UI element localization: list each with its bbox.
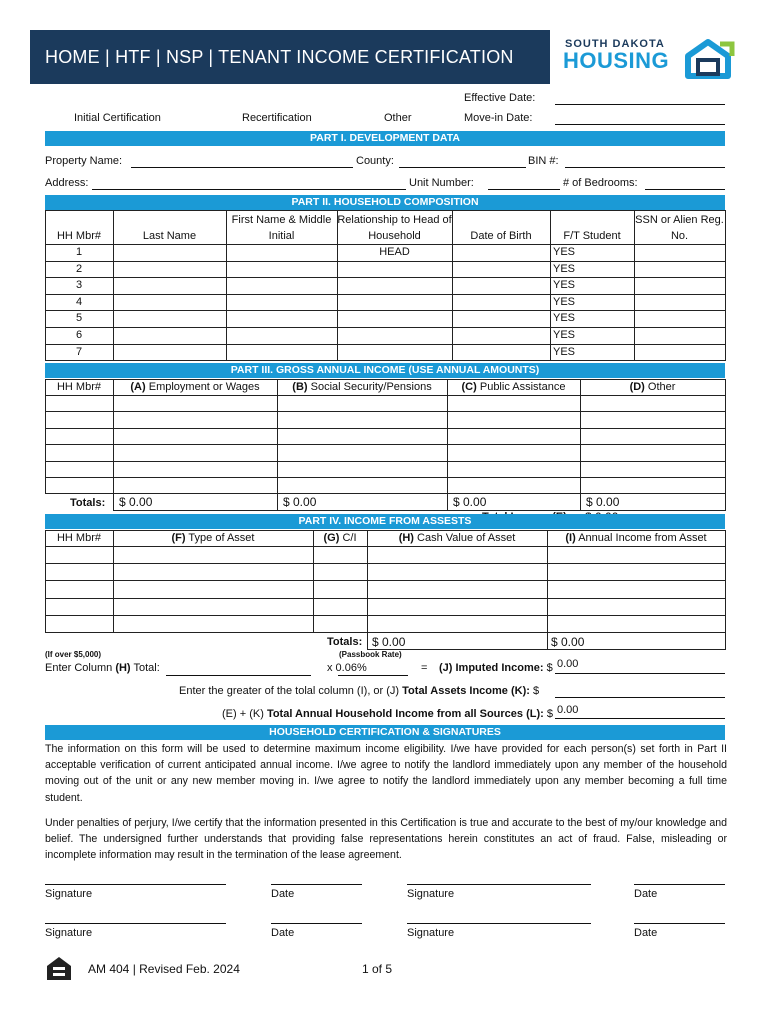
ft-student-yes[interactable]: YES	[553, 262, 576, 275]
income-cell[interactable]	[580, 395, 726, 412]
county-field[interactable]	[399, 167, 526, 168]
hh-mbr-number: 5	[75, 312, 83, 325]
header-label-ssn: SSN or Alien Reg. No.	[635, 214, 724, 242]
ek-dollar: $	[546, 708, 553, 720]
signatures-title: HOUSEHOLD CERTIFICATION & SIGNATURES	[45, 725, 725, 740]
header-label-ft-student: F/T Student	[563, 230, 621, 242]
income-cell[interactable]	[113, 477, 278, 494]
header-label-date-of-birth: Date of Birth	[470, 230, 532, 242]
asset-cell[interactable]	[547, 563, 726, 581]
equal-housing-icon	[45, 954, 73, 982]
asset-cell[interactable]	[367, 615, 548, 633]
income-cell	[45, 477, 114, 494]
income-cell[interactable]	[113, 428, 278, 445]
income-col-letter: (A)	[130, 381, 146, 393]
asset-cell[interactable]	[113, 563, 314, 581]
effective-date-field[interactable]	[555, 104, 725, 105]
address-field[interactable]	[92, 189, 406, 190]
house-logo-icon	[680, 36, 736, 82]
household-cell[interactable]	[634, 277, 726, 295]
asset-cell[interactable]	[547, 580, 726, 598]
household-cell[interactable]	[452, 277, 551, 295]
household-cell[interactable]	[634, 261, 726, 279]
asset-cell[interactable]	[313, 615, 368, 633]
income-cell[interactable]	[113, 461, 278, 478]
household-cell[interactable]	[226, 244, 338, 262]
household-cell[interactable]	[226, 294, 338, 312]
ft-student-yes[interactable]: YES	[553, 295, 576, 308]
column-h-total-field[interactable]	[166, 675, 311, 676]
income-cell[interactable]	[447, 395, 581, 412]
household-cell[interactable]	[226, 310, 338, 328]
enter-column-label	[45, 662, 160, 674]
signature-line-1[interactable]	[45, 884, 226, 885]
household-cell[interactable]	[113, 294, 227, 312]
household-cell[interactable]	[113, 244, 227, 262]
certification-paragraph-1: The information on this form will be used to determine maximum income eligibility. I/we have provided for each person(s) set forth in Part II acceptable verification of current anticipated annual income. I/we agree to notify the landlord immediately upon any member of the household moving out of the unit or any new member moving in. I/we agree to notify the landlord immediately upon any member becoming a full time student.	[45, 743, 727, 804]
household-cell[interactable]	[634, 327, 726, 345]
asset-header-f	[113, 532, 313, 544]
total-household-income-line	[555, 718, 725, 719]
header-label-hh-mbr: HH Mbr#	[56, 230, 101, 242]
imputed-income-line	[555, 673, 725, 674]
relationship-head: HEAD	[379, 246, 410, 258]
imputed-dollar: $	[546, 662, 553, 674]
signature-line-4[interactable]	[407, 923, 591, 924]
form-number: AM 404 | Revised Feb. 2024	[88, 962, 240, 976]
asset-col-letter: (H)	[398, 532, 414, 544]
greater-text: Enter the greater of the tolal column (I), or (J)	[179, 685, 400, 697]
asset-header-h	[367, 532, 547, 544]
certification-paragraph-2: Under penalties of perjury, I/we certify that the information presented in this Certification is true and accurate to the best of my/our knowledge and belief. The undersigned further understands that providing false representations herein constitutes an act of fraud. False, misleading or incomplete information may result in the termination of the lease agreement.	[45, 817, 727, 862]
passbook-rate-line	[338, 675, 408, 676]
ft-student-yes[interactable]: YES	[553, 329, 576, 341]
household-cell[interactable]	[337, 261, 453, 279]
form-header-title: HOME | HTF | NSP | TENANT INCOME CERTIFICATION	[30, 30, 550, 84]
household-cell[interactable]	[634, 244, 726, 262]
part2-title: PART II. HOUSEHOLD COMPOSITION	[45, 195, 725, 210]
total-assets-dollar: $	[532, 685, 540, 697]
income-cell	[45, 395, 114, 412]
date-line-4[interactable]	[634, 923, 725, 924]
income-total-value[interactable]: $ 0.00	[453, 495, 487, 510]
initial-cert-label: Initial Certification	[74, 112, 161, 124]
date-line-1[interactable]	[271, 884, 362, 885]
income-header-a	[113, 381, 277, 393]
household-cell[interactable]	[113, 277, 227, 295]
date-line-3[interactable]	[271, 923, 362, 924]
income-cell[interactable]	[277, 444, 448, 461]
hh-mbr-number: 4	[75, 295, 83, 308]
asset-cell[interactable]	[113, 598, 314, 616]
income-col-label: Employment or Wages	[148, 381, 260, 393]
signature-line-3[interactable]	[45, 923, 226, 924]
asset-cell[interactable]	[313, 580, 368, 598]
household-cell[interactable]	[113, 344, 227, 362]
household-cell[interactable]	[452, 261, 551, 279]
asset-col-letter: (F)	[171, 532, 186, 544]
ft-student-yes[interactable]: YES	[553, 246, 576, 258]
unit-number-field[interactable]	[488, 189, 560, 190]
passbook-note: (Passbook Rate)	[339, 650, 402, 659]
address-label: Address:	[45, 177, 89, 189]
income-header-hh: HH Mbr#	[56, 381, 101, 393]
move-in-date-field[interactable]	[555, 124, 725, 125]
logo-line1: SOUTH DAKOTA	[565, 38, 665, 50]
property-name-label: Property Name:	[45, 155, 123, 167]
income-totals-label: Totals:	[70, 497, 106, 510]
asset-cell[interactable]	[113, 615, 314, 633]
income-header-c	[447, 381, 580, 393]
household-cell[interactable]	[337, 344, 453, 362]
asset-totals-label: Totals:	[327, 636, 363, 648]
household-cell[interactable]	[337, 277, 453, 295]
enter-col-total: Total:	[133, 662, 160, 674]
enter-col-h: (H)	[115, 662, 131, 674]
ft-student-yes[interactable]: YES	[553, 279, 576, 292]
total-household-income-value[interactable]: 0.00	[557, 704, 579, 716]
asset-total-i-value[interactable]: $ 0.00	[551, 635, 585, 649]
asset-cell[interactable]	[547, 598, 726, 616]
household-cell[interactable]	[452, 294, 551, 312]
total-assets-label: Total Assets Income (K):	[402, 685, 530, 697]
asset-cell	[45, 580, 114, 598]
bedrooms-label: # of Bedrooms:	[563, 177, 638, 189]
income-col-label: Public Assistance	[479, 381, 566, 393]
asset-col-label: Type of Asset	[188, 532, 255, 544]
income-cell[interactable]	[447, 477, 581, 494]
asset-cell	[45, 598, 114, 616]
hh-mbr-number: 1	[75, 246, 83, 258]
income-cell[interactable]	[277, 395, 448, 412]
household-cell[interactable]	[113, 261, 227, 279]
asset-total-h-value[interactable]: $ 0.00	[372, 635, 406, 649]
signature-label-1: Signature	[45, 888, 93, 900]
household-cell[interactable]	[113, 327, 227, 345]
household-cell[interactable]	[452, 244, 551, 262]
signature-label-4: Signature	[407, 927, 455, 939]
household-cell[interactable]	[226, 277, 338, 295]
income-cell[interactable]	[277, 428, 448, 445]
income-cell[interactable]	[580, 411, 726, 428]
logo-line2: HOUSING	[563, 48, 670, 73]
bin-field[interactable]	[565, 167, 725, 168]
household-cell[interactable]	[337, 310, 453, 328]
income-cell[interactable]	[277, 411, 448, 428]
household-cell[interactable]	[226, 261, 338, 279]
household-cell[interactable]	[452, 327, 551, 345]
asset-header-hh: HH Mbr#	[56, 532, 101, 544]
household-cell[interactable]	[452, 344, 551, 362]
if-over-note: (If over $5,000)	[45, 650, 102, 659]
income-cell	[45, 428, 114, 445]
imputed-income-label: (J) Imputed Income:	[439, 662, 544, 674]
header-label-first-name: First Name & Middle Initial	[231, 214, 332, 242]
other-label: Other	[384, 112, 412, 124]
income-cell[interactable]	[113, 444, 278, 461]
household-cell[interactable]	[337, 294, 453, 312]
asset-cell[interactable]	[313, 563, 368, 581]
move-in-date-label: Move-in Date:	[464, 112, 533, 124]
income-cell[interactable]	[113, 411, 278, 428]
income-cell[interactable]	[277, 477, 448, 494]
header-label-last-name: Last Name	[142, 230, 197, 242]
enter-col-text: Enter Column	[45, 662, 113, 674]
recert-label: Recertification	[242, 112, 312, 124]
hh-mbr-number: 2	[75, 262, 83, 275]
signature-line-2[interactable]	[407, 884, 591, 885]
household-cell[interactable]	[337, 327, 453, 345]
income-cell[interactable]	[580, 477, 726, 494]
date-label-3: Date	[271, 927, 295, 939]
income-cell[interactable]	[113, 395, 278, 412]
asset-col-letter: (G)	[323, 532, 340, 544]
asset-cell[interactable]	[313, 598, 368, 616]
household-cell[interactable]	[634, 344, 726, 362]
asset-cell[interactable]	[367, 580, 548, 598]
asset-cell[interactable]	[367, 546, 548, 564]
asset-cell[interactable]	[113, 546, 314, 564]
asset-cell[interactable]	[313, 546, 368, 564]
asset-cell	[45, 615, 114, 633]
effective-date-label: Effective Date:	[464, 92, 536, 104]
header-label-relationship: Relationship to Head of Household	[337, 214, 452, 242]
signature-label-3: Signature	[45, 927, 93, 939]
asset-cell[interactable]	[547, 546, 726, 564]
county-label: County:	[356, 155, 394, 167]
income-cell[interactable]	[580, 428, 726, 445]
income-total-value[interactable]: $ 0.00	[586, 495, 620, 510]
bin-label: BIN #:	[528, 155, 559, 167]
date-label-4: Date	[634, 927, 658, 939]
income-col-label: Social Security/Pensions	[310, 381, 432, 393]
hh-mbr-number: 6	[75, 329, 83, 341]
hh-mbr-number: 7	[75, 345, 83, 358]
imputed-income-value[interactable]: 0.00	[557, 658, 579, 670]
asset-cell[interactable]	[367, 598, 548, 616]
household-cell[interactable]	[226, 327, 338, 345]
total-assets-field[interactable]	[555, 697, 725, 698]
equals-sign: =	[421, 662, 428, 674]
income-header-d	[580, 381, 725, 393]
ft-student-yes[interactable]: YES	[553, 312, 576, 325]
page-number: 1 of 5	[362, 962, 393, 976]
date-label-1: Date	[271, 888, 295, 900]
income-cell[interactable]	[277, 461, 448, 478]
household-cell[interactable]	[634, 310, 726, 328]
asset-cell[interactable]	[367, 563, 548, 581]
household-cell[interactable]	[113, 310, 227, 328]
household-cell[interactable]	[452, 310, 551, 328]
asset-col-letter: (I)	[565, 532, 576, 544]
property-name-field[interactable]	[131, 167, 353, 168]
income-cell[interactable]	[447, 461, 581, 478]
income-cell	[45, 411, 114, 428]
asset-col-label: Annual Income from Asset	[578, 532, 707, 544]
asset-cell[interactable]	[113, 580, 314, 598]
ek-label: Total Annual Household Income from all Sources (L):	[266, 708, 544, 720]
household-cell[interactable]	[634, 294, 726, 312]
ft-student-yes[interactable]: YES	[553, 345, 576, 358]
income-col-label: Other	[647, 381, 676, 393]
asset-cell[interactable]	[547, 615, 726, 633]
asset-cell	[45, 546, 114, 564]
passbook-rate[interactable]: x 0.06%	[327, 662, 367, 674]
income-col-letter: (D)	[629, 381, 645, 393]
ek-prefix: (E) + (K)	[222, 708, 264, 720]
income-total-value[interactable]: $ 0.00	[119, 495, 153, 510]
part1-title: PART I. DEVELOPMENT DATA	[45, 131, 725, 146]
household-cell[interactable]	[226, 344, 338, 362]
part4-title: PART IV. INCOME FROM ASSESTS	[45, 514, 725, 529]
asset-cell	[45, 563, 114, 581]
unit-number-label: Unit Number:	[409, 177, 474, 189]
bedrooms-field[interactable]	[645, 189, 725, 190]
income-cell[interactable]	[580, 461, 726, 478]
income-cell[interactable]	[447, 444, 581, 461]
part3-title: PART III. GROSS ANNUAL INCOME (USE ANNUAL AMOUNTS)	[45, 363, 725, 378]
income-total-value[interactable]: $ 0.00	[283, 495, 317, 510]
date-line-2[interactable]	[634, 884, 725, 885]
asset-header-i	[547, 532, 725, 544]
income-cell	[45, 444, 114, 461]
hh-mbr-number: 3	[75, 279, 83, 292]
income-cell[interactable]	[447, 411, 581, 428]
income-cell[interactable]	[580, 444, 726, 461]
income-cell[interactable]	[447, 428, 581, 445]
date-label-2: Date	[634, 888, 658, 900]
signature-label-2: Signature	[407, 888, 455, 900]
income-cell	[45, 461, 114, 478]
income-col-letter: (C)	[461, 381, 477, 393]
asset-col-label: Cash Value of Asset	[417, 532, 516, 544]
income-col-letter: (B)	[292, 381, 308, 393]
asset-col-label: C/I	[342, 532, 357, 544]
asset-header-g	[313, 532, 367, 544]
income-header-b	[277, 381, 447, 393]
